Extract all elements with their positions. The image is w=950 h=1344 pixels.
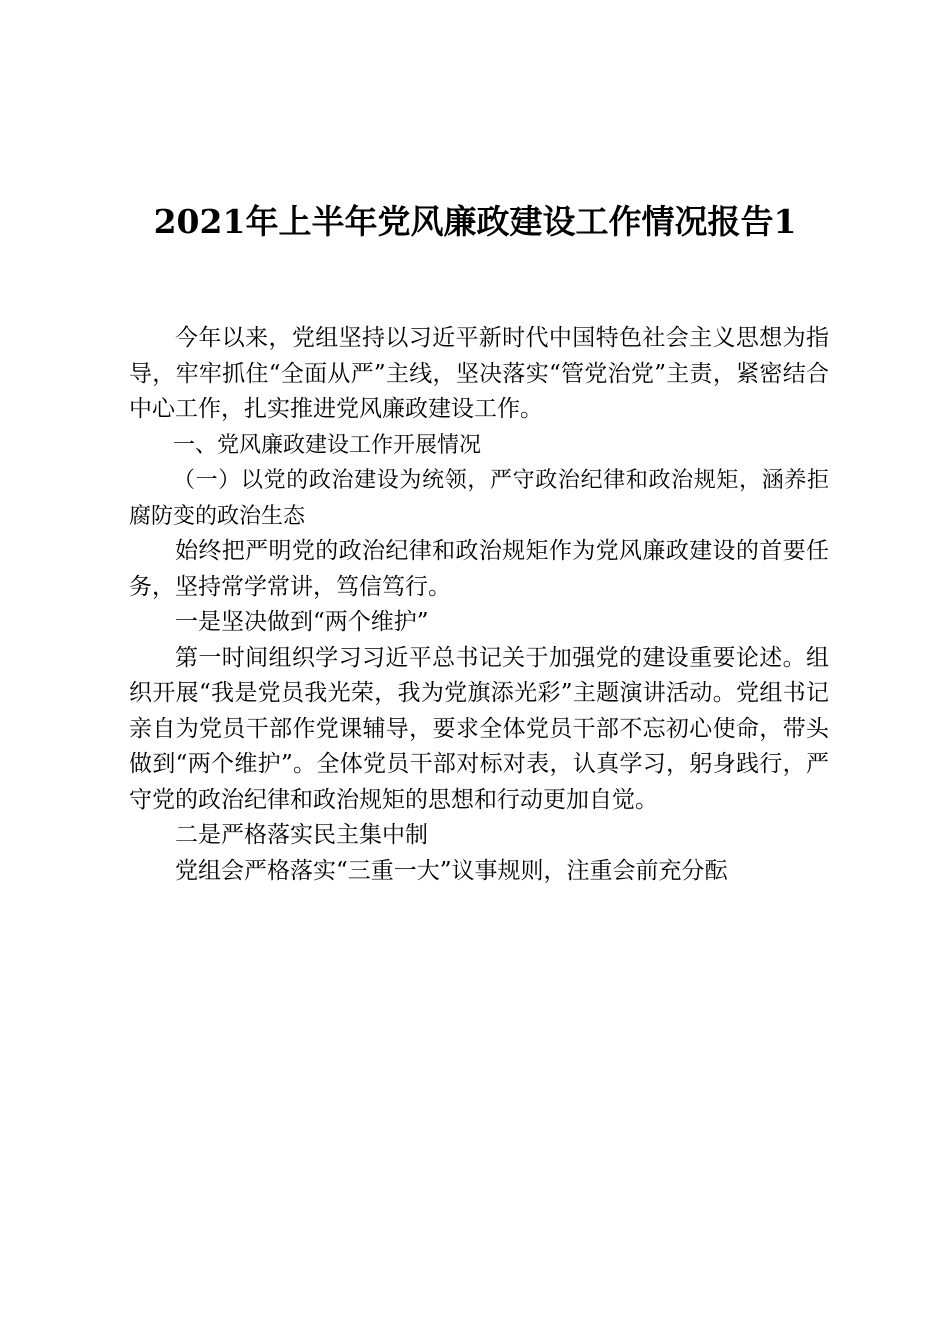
document-title: 2021年上半年党风廉政建设工作情况报告1 (153, 202, 797, 241)
body-paragraph-truncated: 党组会严格落实“三重一大”议事规则，注重会前充分酝 (175, 857, 728, 884)
document-body (129, 321, 829, 889)
section-heading-1: 一、党风廉政建设工作开展情况 (173, 432, 482, 458)
point-heading-1: 一是坚决做到“两个维护” (175, 609, 429, 635)
body-paragraph: 始终把严明党的政治纪律和政治规矩作为党风廉政建设的首要任务，坚持常学常讲，笃信笃行。 (129, 538, 829, 600)
subsection-heading-1: （一）以党的政治建设为统领，严守政治纪律和政治规矩，涵养拒腐防变的政治生态 (129, 468, 829, 529)
body-paragraph: 第一时间组织学习习近平总书记关于加强党的建设重要论述。组织开展“我是党员我光荣，我为党旗添光彩”主题演讲活动。党组书记亲自为党员干部作党课辅导，要求全体党员干部不忘初心使命，带头做到“两个维护”。全体党员干部对标对表，认真学习，躬身践行，严守党的政治纪律和政治规矩的思想和行动更加自觉。 (129, 644, 829, 813)
point-heading-2: 二是严格落实民主集中制 (175, 822, 428, 848)
intro-paragraph: 今年以来，党组坚持以习近平新时代中国特色社会主义思想为指导，牢牢抓住“全面从严”主线，坚决落实“管党治党”主责，紧密结合中心工作，扎实推进党风廉政建设工作。 (129, 325, 829, 422)
